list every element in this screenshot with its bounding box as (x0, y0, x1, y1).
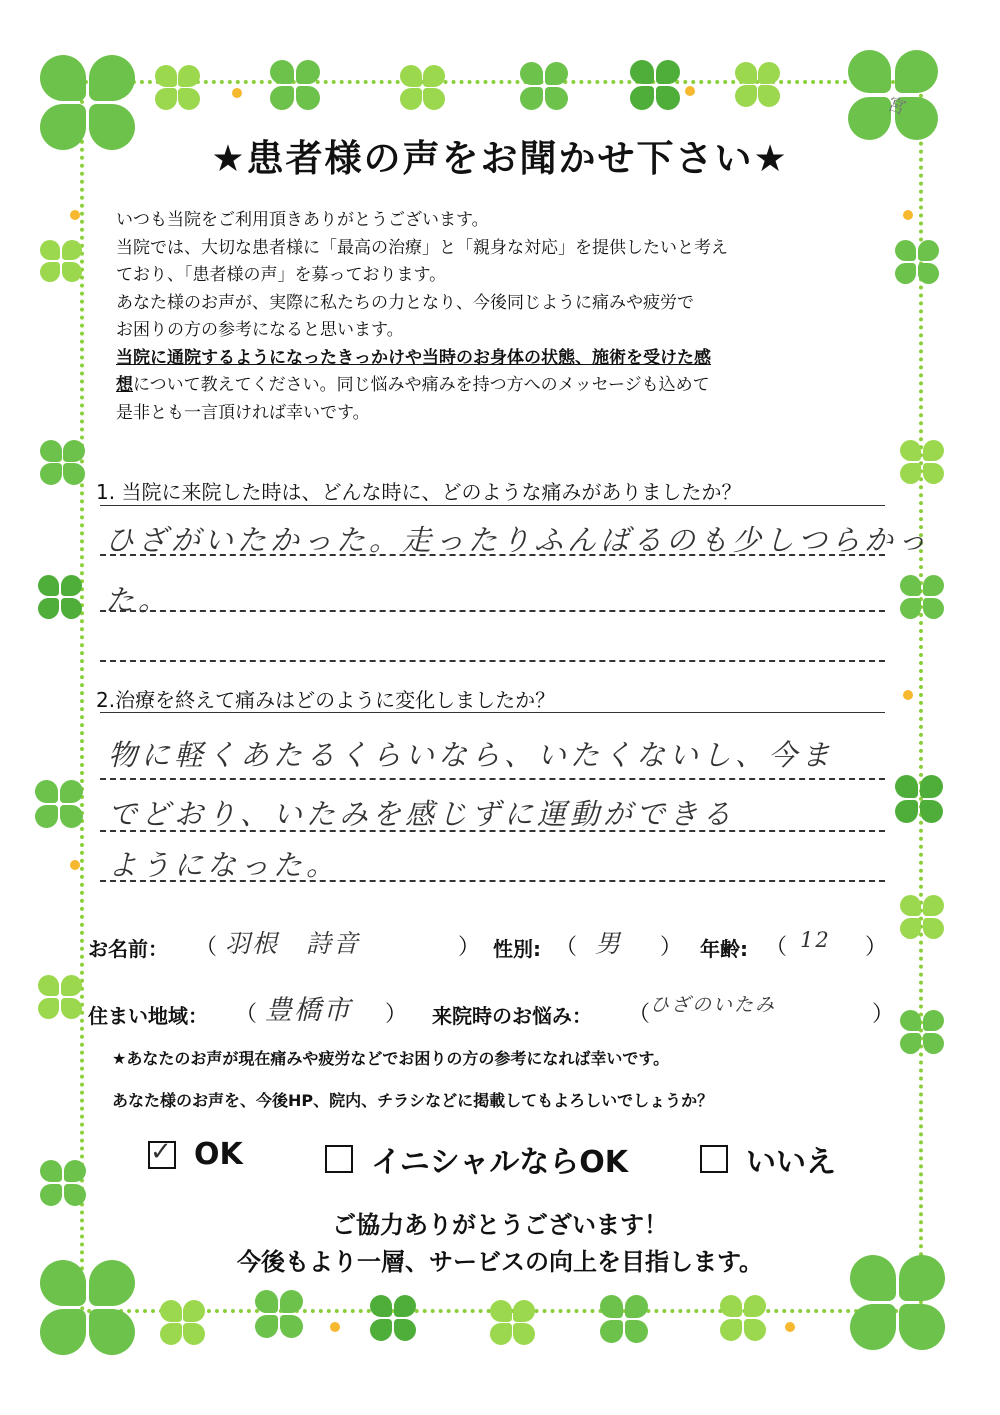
gender-field[interactable]: 男 (595, 929, 623, 958)
clover-icon (490, 1300, 535, 1345)
clover-icon (630, 60, 680, 110)
intro-line: いつも当院をご利用頂きありがとうございます。 (116, 210, 489, 230)
clover-icon (720, 1295, 766, 1341)
age-label: 年齢: (700, 937, 748, 961)
gender-open-paren: （ (555, 935, 578, 960)
intro-line: あなた様のお声が、実際に私たちの力となり、今後同じように痛みや疲労で (116, 292, 694, 313)
gender-close-paren: ） (660, 935, 683, 960)
clover-icon (35, 780, 83, 828)
concern-close-paren: ） (872, 1002, 895, 1027)
answer-line (100, 778, 885, 780)
answer-2-line3[interactable]: ようになった。 (108, 848, 340, 882)
gender-label: 性別: (493, 937, 541, 961)
option-initial[interactable] (325, 1137, 628, 1181)
dot-decoration (70, 860, 80, 870)
option-ok[interactable] (148, 1137, 243, 1172)
intro-line: お困りの方の参考になると思います。 (116, 320, 404, 340)
checkbox-icon[interactable] (700, 1145, 728, 1173)
clover-icon (900, 575, 944, 619)
corner-mark: 宮 (884, 93, 909, 120)
clover-icon (735, 62, 780, 107)
intro-text (116, 207, 886, 427)
clover-icon (270, 60, 320, 110)
answer-line (100, 660, 885, 662)
name-close-paren: ） (458, 935, 481, 960)
name-field[interactable]: 羽根 詩音 (225, 929, 361, 958)
name-label: お名前： (88, 937, 168, 961)
clover-icon (900, 440, 944, 484)
intro-line: 是非とも一言頂ければ幸いです。 (116, 402, 370, 423)
dot-decoration (330, 1322, 340, 1332)
age-field[interactable]: 12 (800, 928, 831, 952)
concern-label: 来院時のお悩み： (432, 1004, 592, 1028)
area-label: 住まい地域： (88, 1004, 208, 1028)
thanks-line-2: 今後もより一層、サービスの向上を目指します。 (236, 1248, 764, 1276)
question-2: 2.治療を終えて痛みはどのように変化しましたか？ (96, 688, 556, 712)
dot-decoration (685, 86, 695, 96)
check-mark-icon: ✓ (150, 1136, 172, 1167)
intro-line: 当院では、大切な患者様に「最高の治療」と「親身な対応」を提供したいと考え (116, 237, 728, 258)
clover-icon (600, 1295, 648, 1343)
option-no[interactable] (700, 1137, 836, 1181)
question-1: 1. 当院に来院した時は、どんな時に、どのような痛みがありましたか？ (96, 480, 742, 504)
intro-line (116, 345, 886, 373)
question-underline (100, 712, 885, 713)
answer-2-line2[interactable]: でどおり、いたみを感じずに運動ができる (108, 797, 736, 831)
clover-icon (40, 440, 85, 485)
answer-1-line2[interactable]: た。 (105, 583, 172, 617)
thanks-line-1: ご協力ありがとうございます！ (332, 1211, 668, 1239)
concern-open-paren: （ (628, 1002, 651, 1027)
option-initial-label: イニシャルならOK (371, 1145, 628, 1180)
area-open-paren: （ (235, 1002, 258, 1027)
intro-line (116, 372, 886, 400)
clover-icon (370, 1295, 416, 1341)
clover-icon (38, 975, 82, 1019)
clover-icon (895, 240, 939, 284)
age-open-paren: （ (765, 935, 788, 960)
clover-icon (40, 1160, 86, 1206)
concern-field[interactable]: ひざのいたみ (650, 994, 777, 1016)
answer-line (100, 554, 885, 556)
clover-icon (895, 775, 943, 823)
answer-line (100, 610, 885, 612)
clover-icon (40, 240, 82, 282)
area-field[interactable]: 豊橋市 (265, 995, 352, 1026)
option-ok-label: OK (194, 1137, 243, 1172)
name-open-paren: （ (195, 935, 218, 960)
clover-icon (520, 62, 568, 110)
clover-icon (255, 1290, 303, 1338)
clover-icon (160, 1300, 205, 1345)
answer-2-line1[interactable]: 物に軽くあたるくらいなら、いたくないし、今ま (108, 738, 835, 772)
clover-icon (400, 65, 445, 110)
area-close-paren: ） (385, 1002, 408, 1027)
intro-emphasis: 当院に通院するようになったきっかけや当時のお身体の状態、施術を受けた感 (116, 347, 711, 368)
intro-emphasis: 想 (116, 375, 133, 395)
question-underline (100, 505, 885, 506)
dot-decoration (785, 1322, 795, 1332)
age-close-paren: ） (865, 935, 888, 960)
clover-icon (900, 895, 944, 939)
dot-decoration (70, 210, 80, 220)
consent-question: あなた様のお声を、今後HP、院内、チラシなどに掲載してもよろしいでしょうか？ (112, 1091, 714, 1110)
checkbox-icon[interactable] (148, 1136, 176, 1169)
clover-icon (155, 65, 200, 110)
checkbox-icon[interactable] (325, 1145, 353, 1173)
dot-decoration (232, 88, 242, 98)
dot-decoration (903, 210, 913, 220)
answer-line (100, 830, 885, 832)
clover-icon (38, 575, 82, 619)
intro-text-tail: について教えてください。同じ悩みや痛みを持つ方へのメッセージも込めて (133, 375, 710, 395)
page-title: ★患者様の声をお聞かせ下さい★ (211, 137, 789, 180)
intro-line: ており、「患者様の声」を募っております。 (116, 265, 447, 285)
note-message: ★あなたのお声が現在痛みや疲労などでお困りの方の参考になれば幸いです。 (112, 1049, 670, 1068)
dot-decoration (903, 690, 913, 700)
answer-line (100, 880, 885, 882)
answer-1-line1[interactable]: ひざがいたかった。走ったりふんばるのも少しつらかっ (105, 523, 931, 557)
option-no-label: いいえ (746, 1145, 836, 1180)
